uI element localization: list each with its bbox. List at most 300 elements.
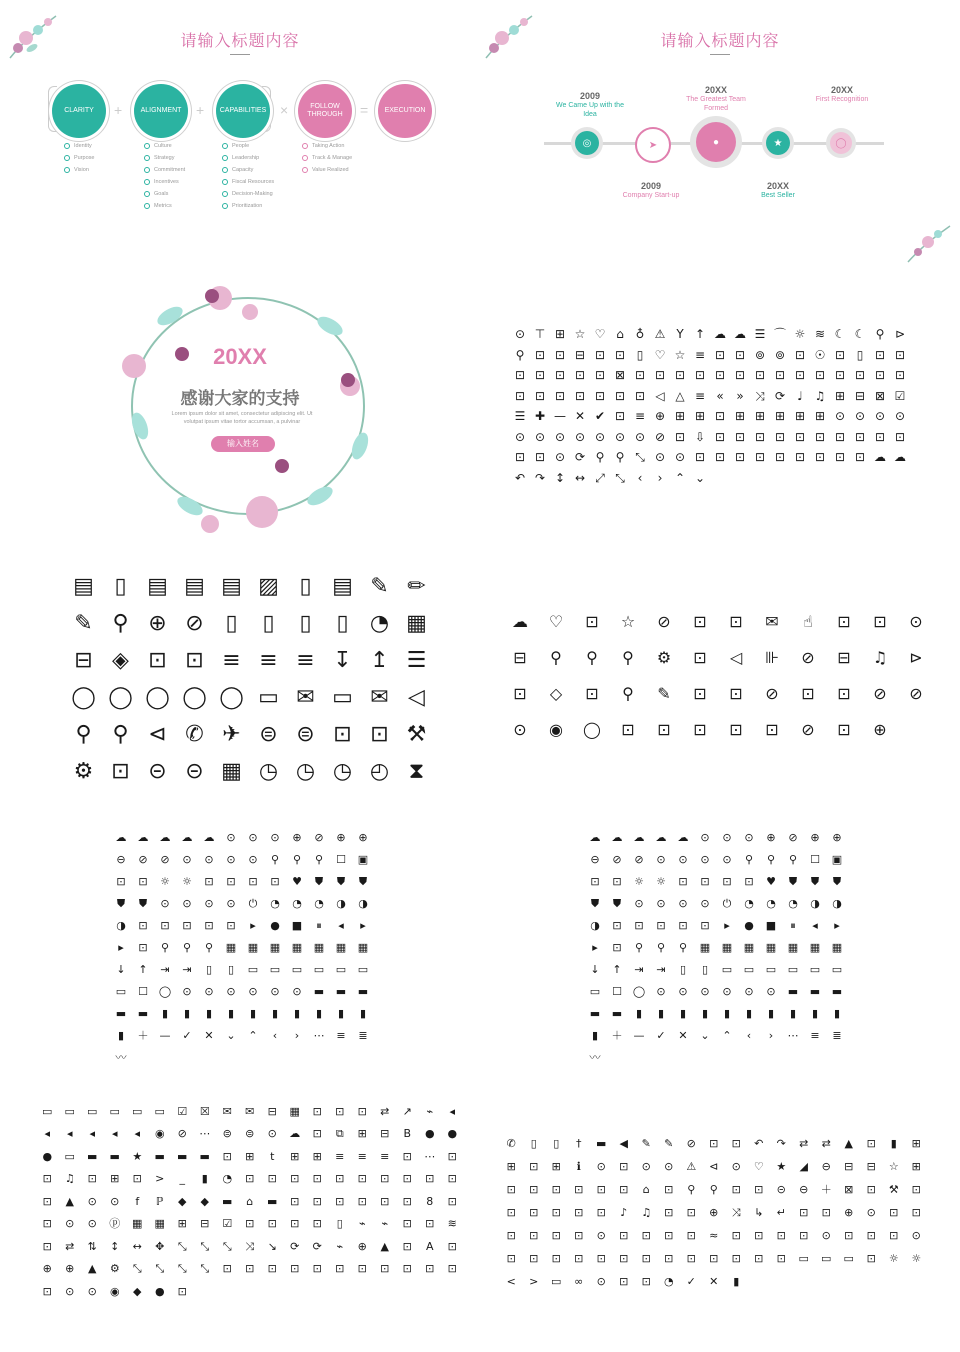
glyph-icon: ■ [765,918,777,932]
glyph-icon: ⊡ [799,1206,809,1219]
glyph-icon: ⊡ [754,429,766,444]
slide-title: 请输入标题内容 [660,31,780,50]
glyph-icon: ≡ [222,647,241,673]
milestone-label [610,182,692,200]
glyph-icon: ⊡ [138,940,148,954]
glyph-icon: ☆ [674,347,686,362]
glyph-icon: ⚲ [687,1183,696,1196]
glyph-icon: ‹ [637,470,643,485]
glyph-icon: ▲ [65,1194,74,1208]
glyph-icon: — [554,409,566,424]
glyph-icon: ⇩ [694,429,706,444]
glyph-icon: ◂ [89,1127,96,1141]
list-item: Strategy [144,152,185,164]
glyph-icon: ◔ [744,896,754,910]
glyph-icon: ⏻ [722,896,732,910]
glyph-icon: ⚲ [314,852,324,866]
milestone-year: 20XX [704,85,728,95]
glyph-icon: ◔ [663,1275,674,1288]
glyph-icon: ⊡ [574,1252,584,1265]
glyph-icon: ◂ [812,918,818,932]
glyph-icon: ▬ [831,984,843,998]
glyph-icon: ▬ [267,1194,278,1208]
glyph-icon: ⊡ [534,347,546,362]
glyph-icon: ☁ [894,450,906,465]
glyph-icon: ▦ [831,940,843,954]
glyph-icon: ▲ [380,1239,389,1253]
glyph-icon: ⊙ [634,429,646,444]
glyph-icon: ⚲ [182,940,192,954]
glyph-icon: ✓ [686,1275,696,1288]
glyph-icon: ▬ [177,1149,188,1163]
glyph-icon: ▯ [336,610,349,636]
glyph-icon: ⊡ [138,874,148,888]
glyph-icon: ⛊ [590,896,600,910]
glyph-icon: ⊡ [245,1262,255,1276]
glyph-icon: ▭ [64,1149,75,1163]
glyph-icon: ⊡ [514,450,526,465]
glyph-icon: ⊡ [554,347,566,362]
glyph-icon: ▸ [118,940,124,954]
glyph-icon: — [159,1028,171,1042]
icon-grid [584,826,848,1068]
glyph-icon: † [576,1137,582,1150]
glyph-icon: ◯ [219,684,244,710]
glyph-icon: ▣ [831,852,843,866]
glyph-icon: ≡ [694,388,706,403]
glyph-icon: ▭ [154,1104,165,1118]
glyph-icon: ⊕ [832,830,842,844]
glyph-icon: ⤡ [155,1262,165,1276]
glyph-icon: ▬ [115,1006,127,1020]
glyph-icon: ▯ [205,962,213,976]
glyph-icon: ⊡ [664,1183,674,1196]
glyph-icon: ⊡ [425,1262,435,1276]
glyph-icon: ☒ [199,1104,210,1118]
glyph-icon: › [657,470,663,485]
glyph-icon: ⊙ [909,612,923,631]
glyph-icon: ▲ [88,1262,97,1276]
list-follow-through [302,140,352,176]
glyph-icon: ⊡ [447,1239,457,1253]
glyph-icon: ⊙ [204,896,214,910]
glyph-icon: ⊡ [551,1183,561,1196]
glyph-icon: ⊙ [248,830,258,844]
glyph-icon: ▭ [109,1104,120,1118]
plus-operator: + [196,102,205,118]
milestone-label [550,92,630,119]
glyph-icon: ⊡ [585,612,599,631]
glyph-icon: ▭ [831,962,843,976]
glyph-icon: ☁ [181,830,193,844]
glyph-icon: ⊡ [612,940,622,954]
glyph-icon: ⊡ [596,1206,606,1219]
glyph-icon: ⊙ [911,1229,921,1242]
slide-icons-9 [0,1080,480,1352]
glyph-icon: ▭ [721,962,733,976]
milestone-label [800,86,884,104]
glyph-icon: ☁ [137,830,149,844]
glyph-icon: ▤ [184,573,205,599]
glyph-icon: ✉ [765,612,779,631]
glyph-icon: ⊞ [290,1149,300,1163]
glyph-icon: ☁ [203,830,215,844]
glyph-icon: ⊡ [596,1252,606,1265]
glyph-icon: ♫ [641,1206,652,1219]
glyph-icon: ⌄ [700,1028,710,1042]
glyph-icon: ≣ [832,1028,842,1042]
glyph-icon: ☑ [894,388,906,403]
glyph-icon: ⊡ [714,347,726,362]
glyph-icon: ♫ [872,648,888,667]
glyph-icon: ≡ [380,1149,390,1163]
glyph-icon: ◂ [44,1127,51,1141]
glyph-icon: ⤡ [635,450,645,465]
glyph-icon: ✎ [657,684,671,703]
glyph-icon: ⊡ [357,1104,367,1118]
glyph-icon: ⊙ [554,450,566,465]
glyph-icon: ⊡ [731,1252,741,1265]
glyph-icon: ⊡ [87,1172,97,1186]
glyph-icon: » [736,388,744,403]
glyph-icon: ⊡ [574,1206,584,1219]
glyph-icon: ⊡ [854,429,866,444]
glyph-icon: ⇄ [821,1137,831,1150]
glyph-icon: ⊡ [754,1229,764,1242]
glyph-icon: ☾ [834,327,846,342]
glyph-icon: ☁ [589,830,601,844]
glyph-icon: ■ [291,918,303,932]
glyph-icon: ⊡ [551,1252,561,1265]
glyph-icon: ⊡ [634,368,646,383]
floral-corner-decoration [904,220,954,266]
glyph-icon: ⏸ [790,918,796,932]
glyph-icon: ⊡ [734,429,746,444]
glyph-icon: ⊡ [714,409,726,424]
glyph-icon: ≡ [335,1149,345,1163]
glyph-icon: ◑ [358,896,368,910]
glyph-icon: ✎ [664,1137,674,1150]
glyph-icon: ⊡ [794,429,806,444]
milestone-node: ● [696,122,736,162]
glyph-icon: ⊡ [402,1194,412,1208]
glyph-icon: ▭ [743,962,755,976]
glyph-icon: ⊡ [357,1172,367,1186]
glyph-icon: ▭ [765,962,777,976]
glyph-icon: ☁ [159,830,171,844]
glyph-icon: ⊙ [766,984,776,998]
glyph-icon: ▦ [765,940,777,954]
glyph-icon: ▭ [258,684,279,710]
glyph-icon: ⊡ [664,1252,674,1265]
glyph-icon: ◔ [314,896,324,910]
glyph-icon: ⊞ [554,327,566,342]
glyph-icon: ◑ [336,896,346,910]
glyph-icon: ⊙ [596,1229,606,1242]
glyph-icon: ⊘ [654,429,666,444]
glyph-icon: ☼ [182,874,192,888]
glyph-icon: ⊡ [335,1262,345,1276]
glyph-icon: ◂ [66,1127,73,1141]
glyph-icon: ☼ [911,1252,922,1265]
glyph-icon: ♫ [814,388,826,403]
slide-icons-6 [480,540,960,810]
glyph-icon: ⊡ [574,368,586,383]
glyph-icon: ⊡ [731,1229,741,1242]
glyph-icon: ⊡ [834,347,846,362]
glyph-icon: ⊡ [447,1194,457,1208]
glyph-icon: ☁ [874,450,886,465]
glyph-icon: ◔ [369,610,390,636]
glyph-icon: ▬ [154,1149,165,1163]
glyph-icon: ▯ [299,610,312,636]
glyph-icon: ⊡ [874,368,886,383]
glyph-icon: ▮ [733,1275,740,1288]
glyph-icon: ＋ [137,1028,149,1042]
glyph-icon: ⌄ [226,1028,236,1042]
glyph-icon: ☾ [854,327,866,342]
glyph-icon: ⊙ [866,1206,876,1219]
glyph-icon: ⊡ [551,1206,561,1219]
glyph-icon: ⊟ [74,647,93,673]
glyph-icon: ▮ [811,1006,819,1020]
glyph-icon: ☼ [634,874,644,888]
glyph-icon: ⊳ [894,327,906,342]
glyph-icon: ⊡ [814,450,826,465]
glyph-icon: ⌂ [642,1183,650,1196]
glyph-icon: — [633,1028,645,1042]
glyph-icon: ⊡ [425,1217,435,1231]
glyph-icon: ⊡ [844,1229,854,1242]
glyph-icon: ⊡ [222,1149,232,1163]
glyph-icon: ⌁ [381,1217,389,1231]
glyph-icon: ◢ [799,1160,808,1173]
glyph-icon: ● [744,918,754,932]
list-item: Identity [64,140,95,152]
glyph-icon: ↶ [514,470,526,485]
glyph-icon: ▬ [611,1006,623,1020]
glyph-icon: ▮ [183,1006,191,1020]
glyph-icon: ⊘ [612,852,622,866]
glyph-icon: ⊟ [513,648,527,667]
glyph-icon: ⊳ [909,648,923,667]
glyph-icon: ⊡ [312,1194,322,1208]
glyph-icon: ⊡ [774,368,786,383]
glyph-icon: ⏸ [316,918,322,932]
glyph-icon: ◔ [788,896,798,910]
icon-grid [36,1100,464,1303]
glyph-icon: ◂ [449,1104,456,1118]
glyph-icon: ⊙ [513,720,527,739]
glyph-icon: ⊡ [866,1183,876,1196]
glyph-icon: ⊡ [894,368,906,383]
glyph-icon: ⊙ [182,852,192,866]
glyph-icon: ⊙ [270,984,280,998]
glyph-icon: 〰 [589,1050,601,1064]
glyph-icon: ⊙ [700,896,710,910]
glyph-icon: ⊠ [614,368,626,383]
glyph-icon: ⟳ [290,1239,300,1253]
glyph-icon: ◑ [116,918,126,932]
milestone-text: The Greatest Team Formed [686,96,746,112]
glyph-icon: ⊡ [821,1206,831,1219]
glyph-icon: ⊡ [290,1172,300,1186]
glyph-icon: ◯ [158,984,172,998]
glyph-icon: ⊡ [837,720,851,739]
glyph-icon: ⊙ [270,830,280,844]
glyph-icon: ⊞ [794,409,806,424]
glyph-icon: ▸ [250,918,256,932]
glyph-icon: ● [154,1284,165,1298]
glyph-icon: Y [676,327,684,342]
glyph-icon: ⊘ [185,610,204,636]
glyph-icon: ⊙ [87,1194,97,1208]
glyph-icon: ↕ [110,1239,120,1253]
glyph-icon: ✆ [185,721,204,747]
glyph-icon: ⊡ [590,874,600,888]
glyph-icon: ◂ [111,1127,118,1141]
milestone-node: ◎ [575,131,599,155]
glyph-icon: ▯ [225,610,238,636]
glyph-icon: ☼ [794,327,806,342]
glyph-icon: ✓ [182,1028,192,1042]
glyph-icon: ∞ [574,1275,584,1288]
glyph-icon: ♡ [594,327,606,342]
glyph-icon: ⊡ [889,1229,899,1242]
glyph-icon: ☁ [289,1127,301,1141]
slide-process [0,0,480,270]
glyph-icon: ⊙ [700,830,710,844]
glyph-icon: ↵ [776,1206,786,1219]
glyph-icon: ⊙ [594,429,606,444]
glyph-icon: ⊞ [834,388,846,403]
glyph-icon: ⊡ [834,450,846,465]
glyph-icon: ⊙ [292,984,302,998]
glyph-icon: ⚲ [270,852,280,866]
glyph-icon: ⚙ [73,758,94,784]
glyph-icon: ⛊ [116,896,126,910]
glyph-icon: ⊡ [290,1262,300,1276]
glyph-icon: ✆ [506,1137,516,1150]
glyph-icon: ☐ [810,852,820,866]
glyph-icon: ⊡ [664,1206,674,1219]
list-item: Prioritization [222,200,274,212]
glyph-icon: ▮ [789,1006,797,1020]
glyph-icon: ⊖ [116,852,126,866]
glyph-icon: ⊡ [731,1137,741,1150]
glyph-icon: ☰ [406,647,427,673]
glyph-icon: ⤡ [615,470,625,485]
glyph-icon: ⊡ [267,1217,277,1231]
glyph-icon: ⊚ [774,347,786,362]
glyph-icon: ⊡ [529,1252,539,1265]
glyph-icon: ⚲ [622,684,634,703]
glyph-icon: ⊞ [774,409,786,424]
glyph-icon: ⊡ [729,720,743,739]
glyph-icon: ☁ [734,327,746,342]
glyph-icon: ⊘ [686,1137,696,1150]
glyph-icon: ⧗ [408,758,425,784]
milestone-year: 20XX [830,85,854,95]
glyph-icon: ♁ [635,327,645,342]
glyph-icon: ⊡ [794,347,806,362]
glyph-icon: > [529,1275,539,1288]
glyph-icon: ⊡ [425,1172,435,1186]
glyph-icon: ⊟ [837,648,851,667]
glyph-icon: ⚲ [615,450,625,465]
glyph-icon: ◇ [549,684,563,703]
glyph-icon: ⊜ [296,721,315,747]
glyph-icon: ⊙ [514,429,526,444]
glyph-icon: ▤ [332,573,353,599]
glyph-icon: ▭ [809,962,821,976]
glyph-icon: ✥ [155,1239,165,1253]
list-item: Goals [144,188,185,200]
glyph-icon: ♡ [654,347,666,362]
glyph-icon: ⛊ [612,896,622,910]
glyph-icon: ⊟ [267,1104,277,1118]
glyph-icon: ⊡ [594,388,606,403]
glyph-icon: ⏻ [248,896,258,910]
glyph-icon: ⊡ [42,1284,52,1298]
glyph-icon: ⊙ [656,896,666,910]
glyph-icon: ⊖ [590,852,600,866]
icon-grid [65,568,435,790]
glyph-icon: ⤨ [245,1239,255,1253]
glyph-icon: ☆ [888,1160,899,1173]
glyph-icon: ≋ [447,1217,457,1231]
glyph-icon: ⊡ [116,874,126,888]
glyph-icon: ⊡ [874,429,886,444]
milestone-label [674,86,758,113]
glyph-icon: ▦ [225,940,237,954]
glyph-icon: ≋ [814,327,826,342]
glyph-icon: ● [42,1149,53,1163]
glyph-icon: ⊘ [909,684,923,703]
glyph-icon: ◯ [632,984,646,998]
glyph-icon: ▬ [787,984,799,998]
glyph-icon: ⊡ [686,1206,696,1219]
glyph-icon: ▯ [636,347,644,362]
glyph-icon: ▮ [701,1006,709,1020]
glyph-icon: ⊘ [314,830,324,844]
glyph-icon: ◔ [222,1172,233,1186]
glyph-icon: ★ [776,1160,787,1173]
glyph-icon: ▮ [201,1172,208,1186]
glyph-icon: « [716,388,724,403]
glyph-icon: ▦ [289,1104,300,1118]
list-capabilities [222,140,274,212]
glyph-icon: ▭ [821,1252,832,1265]
glyph-icon: ⇥ [656,962,666,976]
glyph-icon: ⊞ [814,409,826,424]
glyph-icon: ⊡ [245,1217,255,1231]
glyph-icon: ◑ [810,896,820,910]
glyph-icon: ⊕ [810,830,820,844]
glyph-icon: ⌂ [246,1194,254,1208]
glyph-icon: ⊡ [754,450,766,465]
glyph-icon: ⊡ [866,1229,876,1242]
glyph-icon: ⊡ [380,1172,390,1186]
glyph-icon: ▮ [635,1006,643,1020]
milestone-node: ★ [766,131,790,155]
glyph-icon: ☑ [222,1217,233,1231]
glyph-icon: ⊕ [844,1206,854,1219]
glyph-icon: ▦ [154,1217,165,1231]
equals-operator: = [360,102,369,118]
name-button[interactable]: 输入姓名 [211,436,275,452]
glyph-icon: ▮ [293,1006,301,1020]
